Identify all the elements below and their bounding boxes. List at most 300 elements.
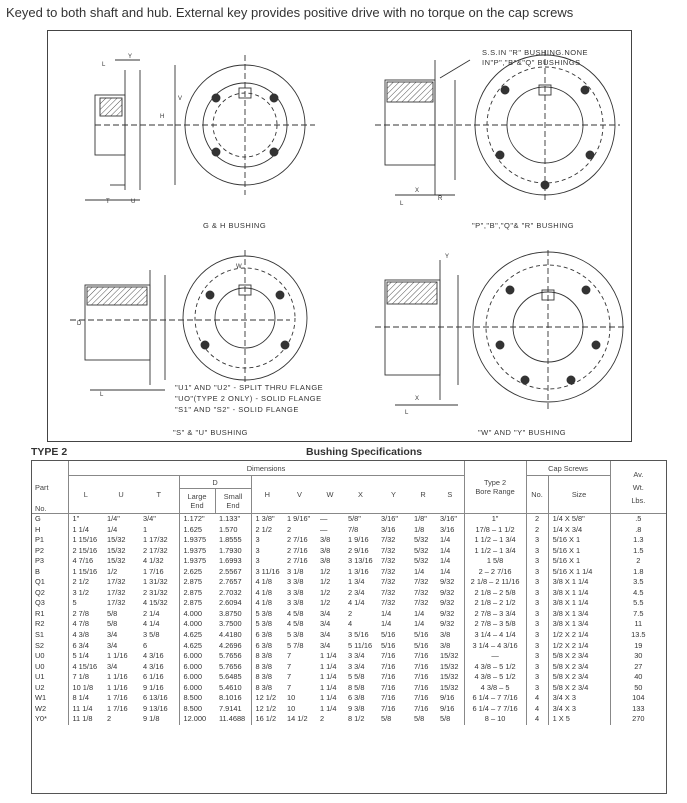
cell-u: 5/8 [107,619,118,629]
cell-w: 1/2 [320,577,331,587]
cell-x: 6 3/8 [348,693,365,703]
cell-cap-no: 3 [526,567,548,578]
cell-t: 3 5/8 [139,630,179,641]
cell-h: 12 1/2 [255,703,277,713]
cell-v: 7 [287,672,292,682]
cell-h: 8 3/8 [255,661,272,671]
cell-cap-no: 3 [526,630,548,641]
bushing-spec-table [32,461,666,725]
cell-t: 6 13/16 [139,693,179,704]
col-lbs: Lbs. [631,495,646,505]
su-bushing-label: "S" & "U" BUSHING [173,428,248,437]
cell-h: 16 1/2 [255,714,277,724]
cell-v: 3 3/8 [287,587,304,597]
cell-l: 1 15/16 [72,535,98,545]
su-note-line3: "S1" AND "S2" - SOLID FLANGE [175,405,299,414]
cell-x: 5 5/8 [348,672,365,682]
cell-l: 2 7/8 [72,608,89,618]
cell-part-no: U2 [32,683,68,694]
cell-s: 1/4 [436,535,464,546]
cell-d-large: 1.172" [183,514,205,523]
cell-w: 3/8 [320,545,331,555]
cell-cap-size: 1/2 X 2 1/4 [548,630,610,641]
cell-cap-no: 4 [526,704,548,715]
cell-cap-size: 1/2 X 2 1/4 [548,641,610,652]
cell-w: 3/4 [320,640,331,650]
wy-dim-l: L [405,410,409,416]
cell-weight: 270 [632,714,645,724]
cell-l: 4 3/8 [72,630,89,640]
cell-part-no: Y0* [32,714,68,725]
cell-bore-range: 3 1/4 – 4 3/16 [464,641,526,652]
cell-part-no: W1 [32,693,68,704]
cell-d-small: 5.6485 [215,672,251,683]
cell-d-large: 2.875 [183,587,202,597]
cell-cap-no: 3 [526,546,548,557]
su-bushing-drawing [70,250,307,390]
cell-r: 7/32 [414,587,429,597]
cell-h: 8 3/8 [255,672,272,682]
cell-w: — [320,524,328,534]
cell-d-small: 1.133" [215,514,251,525]
page-caption: Keyed to both shaft and hub. External key provides positive drive with no torque on the cap screws [6,5,574,20]
cell-s: 1/4 [436,546,464,557]
cell-h: 3 11/16 [255,566,280,576]
cell-h: 3 [255,535,260,545]
cell-d-small: 3.8750 [215,609,251,620]
col-av: Av. [633,469,644,479]
cell-d-large: 1.9375 [183,535,207,545]
cell-t: 9 1/8 [139,714,179,725]
cell-bore-range: 8 – 10 [464,714,526,725]
cell-l: 11 1/4 [72,703,93,713]
cell-weight: 1.5 [633,545,644,555]
table-row [32,525,666,536]
cell-v: 10 [287,703,296,713]
cell-l: 4 7/8 [72,619,89,629]
cell-s: 3/16" [436,514,464,525]
cell-part-no: R1 [32,609,68,620]
cell-v: 7 [287,661,292,671]
cell-s: 9/32 [436,577,464,588]
cell-bore-range: 2 7/8 – 3 5/8 [464,619,526,630]
cell-cap-no: 3 [526,609,548,620]
cell-part-no: S2 [32,641,68,652]
gh-dim-u: U [131,199,136,205]
spec-table-body [32,514,666,725]
cell-weight: 27 [634,661,643,671]
pbqr-dim-l: L [400,201,404,207]
table-row [32,704,666,715]
cell-w: 3/8 [320,535,331,545]
cell-weight: 50 [634,682,643,692]
cell-u: 1 7/16 [107,693,128,703]
cell-bore-range: 4 3/8 – 5 [464,683,526,694]
cell-w: 1 1/4 [320,703,337,713]
cell-r: 5/8 [414,714,425,724]
cell-h: 2 1/2 [255,524,272,534]
cell-l: 5 [72,598,77,608]
cell-x: 2 9/16 [348,545,369,555]
group-cap-screws: Cap Screws [526,461,610,476]
cell-bore-range: 4 3/8 – 5 1/2 [464,672,526,683]
cell-bore-range: 2 – 2 7/16 [464,567,526,578]
cell-cap-no: 3 [526,598,548,609]
cell-d-small: 7.9141 [215,704,251,715]
cell-r: 7/16 [414,651,429,661]
table-row [32,598,666,609]
cell-cap-size: 5/8 X 2 3/4 [548,651,610,662]
cell-part-no: B [32,567,68,578]
cell-v: 3 1/8 [287,566,304,576]
cell-bore-range: 1 1/2 – 1 3/4 [464,535,526,546]
cell-y: 5/8 [381,714,392,724]
cell-u: 1/4" [107,514,120,523]
cell-y: 3/16" [381,514,399,523]
cell-s: 9/32 [436,598,464,609]
cell-h: 3 [255,545,260,555]
su-dim-w: W [236,264,242,270]
cell-v: 3 3/8 [287,598,304,608]
table-row [32,619,666,630]
cell-cap-size: 5/16 X 1 [548,556,610,567]
cell-y: 1/4 [381,619,392,629]
cell-bore-range: 2 1/8 – 2 5/8 [464,588,526,599]
cell-l: 3 1/2 [72,587,89,597]
cell-l: 1 15/16 [72,566,98,576]
cell-d-small: 2.7657 [215,577,251,588]
cell-d-large: 1.625 [183,524,202,534]
wy-bushing-drawing [375,250,625,410]
cell-cap-size: 1/4 X 5/8" [548,514,610,525]
su-dim-l: L [100,392,104,398]
cell-weight: .8 [635,524,642,534]
cell-h: 4 1/8 [255,577,272,587]
cell-d-large: 4.625 [183,630,202,640]
cell-h: 8 3/8 [255,682,272,692]
cell-u: 17/32 [107,598,126,608]
cell-x: 5 11/16 [348,640,373,650]
cell-y: 7/16 [381,651,396,661]
cell-weight: 1.3 [633,535,644,545]
cell-d-small: 1.7930 [215,546,251,557]
ss-note-line1: S.S.IN "R" BUSHING.NONE [482,48,589,57]
cell-part-no: P1 [32,535,68,546]
cell-s: 9/32 [436,588,464,599]
cell-r: 1/4 [414,566,425,576]
cell-part-no: Q2 [32,588,68,599]
table-row [32,630,666,641]
cell-v: 2 7/16 [287,556,308,566]
table-row [32,609,666,620]
cell-r: 5/32 [414,556,429,566]
cell-w: 1/2 [320,587,331,597]
gh-dim-h: H [160,114,165,120]
cell-cap-size: 5/8 X 2 3/4 [548,683,610,694]
cell-cap-size: 5/16 X 1 [548,546,610,557]
cell-w: 1/2 [320,598,331,608]
col-type2: Type 2 [483,478,507,487]
gh-dim-l: L [102,62,106,68]
cell-r: 7/32 [414,598,429,608]
table-row [32,588,666,599]
cell-weight: 7.5 [633,608,644,618]
cell-cap-size: 1 X 5 [548,714,610,725]
cell-u: 1/2 [107,566,118,576]
cell-u: 5/8 [107,608,118,618]
cell-t: 1 [139,525,179,536]
cell-bore-range: 1 5/8 [464,556,526,567]
cell-h: 1 3/8" [255,514,275,523]
cell-w: 1 1/4 [320,682,337,692]
cell-l: 11 1/8 [72,714,93,724]
col-cap-no: No. [526,476,548,514]
table-row [32,546,666,557]
gh-bushing-drawing [85,55,315,200]
cell-v: 10 [287,693,296,703]
table-row [32,693,666,704]
cell-x: 4 1/4 [348,598,365,608]
cell-t: 4 3/16 [139,662,179,673]
cell-y: 7/16 [381,693,396,703]
cell-w: 1 1/4 [320,661,337,671]
cell-bore-range: 6 1/4 – 7 7/16 [464,704,526,715]
table-row [32,567,666,578]
cell-bore-range: — [464,651,526,662]
cell-v: 3 3/8 [287,577,304,587]
cell-cap-no: 3 [526,556,548,567]
cell-x: 1 3/4 [348,577,365,587]
cell-weight: 13.5 [631,630,646,640]
cell-bore-range: 3 1/4 – 4 1/4 [464,630,526,641]
cell-u: 1 1/16 [107,682,128,692]
cell-d-small: 5.7656 [215,662,251,673]
cell-l: 1" [72,514,80,523]
cell-bore-range: 2 1/8 – 2 1/2 [464,598,526,609]
cell-weight: 3.5 [633,577,644,587]
cell-s: 3/8 [436,630,464,641]
cell-l: 5 1/4 [72,651,89,661]
gh-bushing-label: G & H BUSHING [203,221,267,230]
cell-x: 9 3/8 [348,703,365,713]
cell-cap-no: 3 [526,577,548,588]
cell-d-small: 4.4180 [215,630,251,641]
cell-d-small: 8.1016 [215,693,251,704]
cell-cap-size: 5/8 X 2 3/4 [548,662,610,673]
cell-v: 7 [287,651,292,661]
table-row [32,672,666,683]
col-h: H [251,476,283,514]
col-size: Size [548,476,610,514]
cell-cap-size: 3/8 X 1 1/4 [548,598,610,609]
cell-x: 2 [348,608,353,618]
cell-h: 3 [255,556,260,566]
col-wt: Wt. [632,482,644,492]
cell-weight: 5.5 [633,598,644,608]
cell-bore-range: 2 7/8 – 3 3/4 [464,609,526,620]
group-dimensions: Dimensions [68,461,464,476]
cell-cap-size: 5/8 X 2 3/4 [548,672,610,683]
wy-dim-x: X [415,396,420,402]
cell-cap-no: 3 [526,672,548,683]
cell-h: 12 1/2 [255,693,277,703]
table-row [32,514,666,525]
cell-t: 4 3/16 [139,651,179,662]
cell-d-large: 8.500 [183,703,202,713]
cell-v: 4 5/8 [287,608,304,618]
cell-part-no: S1 [32,630,68,641]
cell-x: 3 5/16 [348,630,369,640]
cell-w: 1 1/4 [320,651,337,661]
cell-bore-range: 2 1/8 – 2 11/16 [464,577,526,588]
col-bore-range: Bore Range [475,487,515,496]
cell-d-large: 1.9375 [183,556,207,566]
cell-cap-size: 3/4 X 3 [548,704,610,715]
table-row [32,556,666,567]
cell-t: 9 1/16 [139,683,179,694]
cell-y: 7/32 [381,577,396,587]
cell-x: 1 3/16 [348,566,369,576]
cell-l: 4 15/16 [72,661,98,671]
cell-bore-range: 4 3/8 – 5 1/2 [464,662,526,673]
cell-y: 7/32 [381,587,396,597]
cell-x: 8 1/2 [348,714,365,724]
col-part: Part [35,483,49,492]
cell-v: 7 [287,682,292,692]
cell-r: 5/16 [414,630,429,640]
su-note-line1: "U1" AND "U2" - SPLIT THRU FLANGE [175,383,324,392]
type-label: TYPE 2 [31,446,68,458]
cell-weight: 30 [634,651,643,661]
cell-l: 2 1/2 [72,577,89,587]
cell-x: 4 [348,619,353,629]
cell-t: 1 7/16 [139,567,179,578]
cell-w: — [320,514,328,523]
col-l: L [68,476,103,514]
cell-d-large: 4.000 [183,608,202,618]
pbqr-dim-r: R [438,196,443,202]
su-note-line2: "UO"(TYPE 2 ONLY) - SOLID FLANGE [175,394,322,403]
cell-r: 5/32 [414,545,429,555]
cell-part-no: H [32,525,68,536]
cell-cap-no: 3 [526,651,548,662]
cell-d-small: 1.8555 [215,535,251,546]
cell-l: 6 3/4 [72,640,89,650]
cell-u: 3/4 [107,661,118,671]
cell-bore-range: 1 1/2 – 1 3/4 [464,546,526,557]
cell-h: 5 3/8 [255,619,272,629]
cell-v: 2 7/16 [287,545,308,555]
cell-v: 5 3/8 [287,630,304,640]
cell-h: 4 1/8 [255,598,272,608]
cell-y: 7/32 [381,566,396,576]
cell-cap-no: 2 [526,514,548,525]
cell-part-no: Q1 [32,577,68,588]
cell-t: 9 13/16 [139,704,179,715]
cell-v: 4 5/8 [287,619,304,629]
pbqr-dim-x: X [415,188,420,194]
cell-s: 3/16 [436,525,464,536]
cell-part-no: P3 [32,556,68,567]
cell-d-large: 2.875 [183,598,202,608]
cell-weight: 104 [632,693,645,703]
cell-d-small: 2.7032 [215,588,251,599]
cell-s: 15/32 [436,672,464,683]
cell-s: 15/32 [436,662,464,673]
cell-d-small: 11.4688 [215,714,251,725]
cell-cap-no: 3 [526,683,548,694]
cell-u: 15/32 [107,556,126,566]
cell-v: 1 9/16" [287,514,311,523]
cell-r: 1/4 [414,619,425,629]
cell-r: 1/8 [414,524,425,534]
gh-dim-v: V [178,96,183,102]
cell-d-large: 2.875 [183,577,202,587]
cell-t: 4 15/32 [139,598,179,609]
cell-d-large: 6.000 [183,672,202,682]
cell-u: 17/32 [107,587,126,597]
cell-part-no: W2 [32,704,68,715]
cell-part-no: R2 [32,619,68,630]
cell-d-large: 1.9375 [183,545,207,555]
table-row [32,714,666,725]
cell-weight: .5 [635,514,642,523]
cell-r: 1/4 [414,608,425,618]
wy-dim-y: Y [445,254,450,260]
cell-t: 2 1/4 [139,609,179,620]
col-w: W [316,476,344,514]
cell-u: 15/32 [107,535,126,545]
cell-s: 9/32 [436,619,464,630]
cell-y: 7/32 [381,556,396,566]
cell-s: 9/16 [436,704,464,715]
cell-t: 4 1/32 [139,556,179,567]
cell-cap-no: 3 [526,535,548,546]
cell-y: 5/16 [381,640,396,650]
col-no: No. [35,504,47,513]
cell-s: 9/32 [436,609,464,620]
cell-cap-size: 3/8 X 1 3/4 [548,609,610,620]
cell-u: 2 [107,714,112,724]
cell-cap-no: 3 [526,619,548,630]
cell-u: 1/4 [107,524,118,534]
cell-r: 7/32 [414,577,429,587]
cell-y: 7/16 [381,661,396,671]
cell-d-small: 2.6094 [215,598,251,609]
cell-cap-no: 4 [526,693,548,704]
cell-w: 3/8 [320,556,331,566]
cell-u: 3/4 [107,640,118,650]
cell-weight: 19 [634,640,643,650]
cell-cap-size: 3/4 X 3 [548,693,610,704]
cell-t: 6 1/16 [139,672,179,683]
cell-d-small: 1.6993 [215,556,251,567]
cell-weight: 4.5 [633,587,644,597]
cell-u: 3/4 [107,630,118,640]
cell-part-no: Q3 [32,598,68,609]
cell-s: 15/32 [436,683,464,694]
cell-x: 3 3/4 [348,661,365,671]
cell-cap-no: 3 [526,662,548,673]
cell-h: 8 3/8 [255,651,272,661]
cell-d-large: 6.000 [183,661,202,671]
cell-x: 3 3/4 [348,651,365,661]
cell-cap-no: 3 [526,588,548,599]
col-d: D [179,476,251,489]
cell-y: 7/16 [381,703,396,713]
cell-s: 1/4 [436,556,464,567]
cell-h: 4 1/8 [255,587,272,597]
